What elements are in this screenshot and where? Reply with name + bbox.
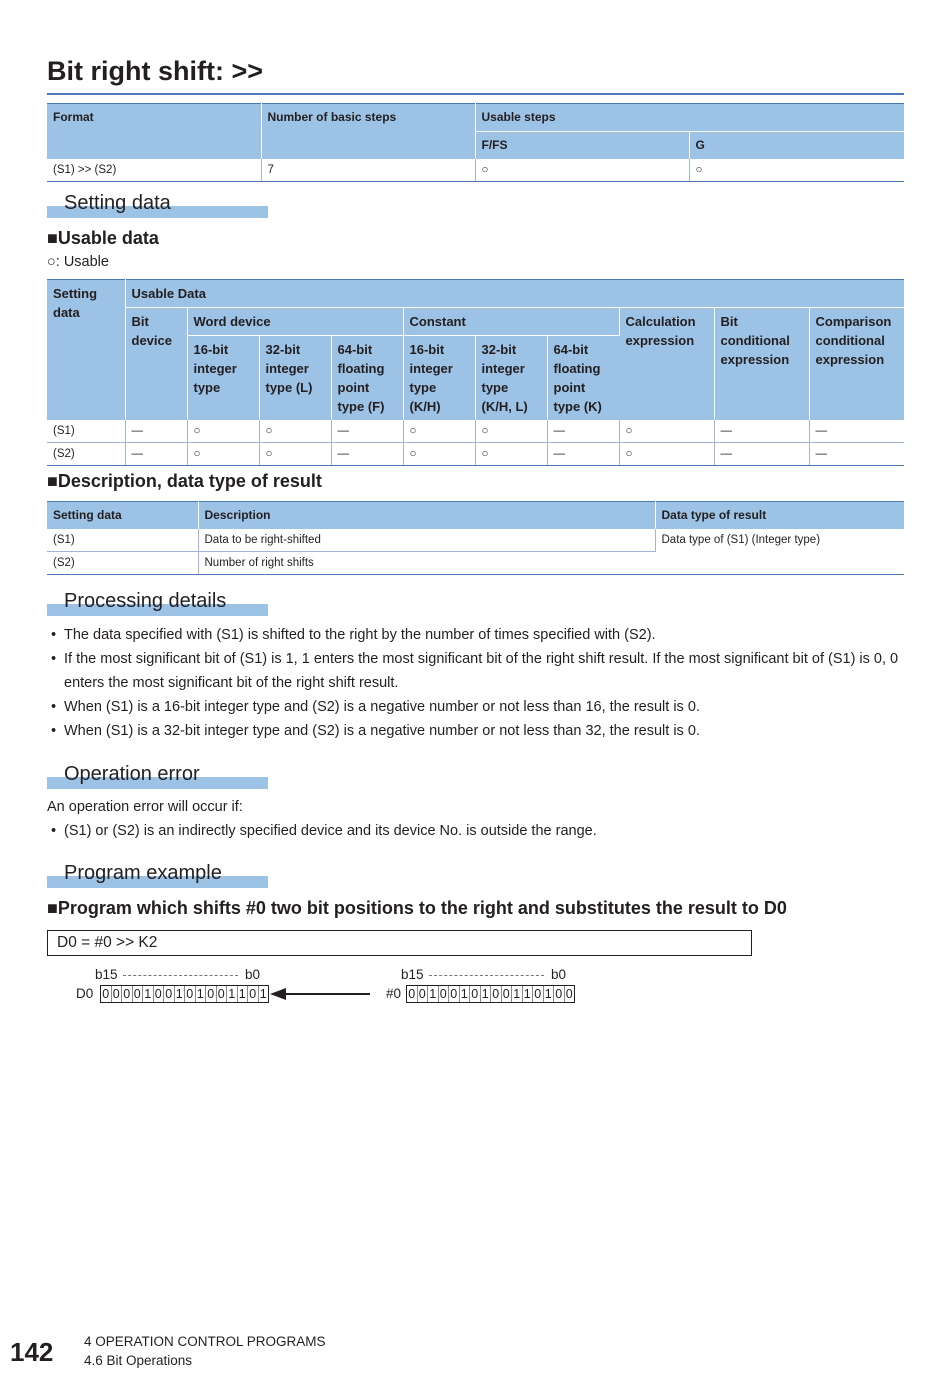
list-item: • The data specified with (S1) is shifted to the right by the number of times specified with (S2). — [47, 623, 905, 647]
table-cell: ○ — [403, 443, 475, 466]
cell-g: ○ — [689, 159, 904, 182]
header-calculation: Calculation expression — [619, 308, 714, 421]
src-register-label: #0 — [386, 986, 402, 1001]
table-row — [47, 420, 904, 443]
header-word-64bit: 64-bit floating point type (F) — [331, 336, 403, 421]
table-cell: — — [809, 420, 904, 443]
dest-bit-cell: 0 — [164, 986, 175, 1002]
src-bit-cell: 1 — [428, 986, 439, 1002]
processing-list — [47, 623, 905, 743]
section-setting-data — [47, 192, 268, 218]
src-bit-cell: 0 — [502, 986, 513, 1002]
src-b0-label: b0 — [551, 967, 567, 982]
page-title: Bit right shift: >> — [47, 56, 263, 86]
usable-legend: ○: Usable — [47, 254, 109, 270]
section-label: Program example — [64, 862, 222, 884]
dest-bit-cell: 0 — [154, 986, 165, 1002]
dest-bit-cell: 0 — [217, 986, 228, 1002]
header-word-16bit: 16-bit integer type — [187, 336, 259, 421]
dest-bit-cell: 1 — [238, 986, 249, 1002]
dest-bit-cell: 1 — [227, 986, 238, 1002]
section-program-example — [47, 862, 268, 888]
table-cell: (S1) — [47, 420, 125, 443]
operation-error-list — [47, 819, 907, 843]
dest-bit-cell: 0 — [122, 986, 133, 1002]
src-bit-cell: 0 — [407, 986, 418, 1002]
section-label: Operation error — [64, 763, 200, 785]
dest-bit-cell: 1 — [175, 986, 186, 1002]
table-cell: ○ — [403, 420, 475, 443]
list-item: • When (S1) is a 32-bit integer type and (S2) is a negative number or not less than 32, the result is 0. — [47, 719, 905, 743]
table-cell: (S2) — [47, 443, 125, 466]
src-bit-cell: 0 — [491, 986, 502, 1002]
src-bit-cell: 0 — [554, 986, 565, 1002]
table-cell: ○ — [475, 443, 547, 466]
src-bit-cell: 1 — [544, 986, 555, 1002]
dest-bit-cell: 0 — [133, 986, 144, 1002]
list-item: • When (S1) is a 16-bit integer type and (S2) is a negative number or not less than 16, the result is 0. — [47, 695, 905, 719]
src-bit-register — [406, 985, 575, 1003]
dest-bit-cell: 1 — [143, 986, 154, 1002]
header-setting: Setting data — [47, 502, 198, 530]
usable-data-table — [47, 279, 904, 466]
src-bit-cell: 0 — [449, 986, 460, 1002]
footer-chapter: 4 OPERATION CONTROL PROGRAMS — [84, 1334, 326, 1349]
format-table — [47, 103, 904, 182]
table-row — [47, 443, 904, 466]
dest-b15-label: b15 — [95, 967, 118, 982]
dest-bit-cell: 1 — [196, 986, 207, 1002]
dest-b0-label: b0 — [245, 967, 261, 982]
header-result-type: Data type of result — [655, 502, 904, 530]
page-number: 142 — [10, 1337, 54, 1367]
src-bit-cell: 0 — [439, 986, 450, 1002]
header-word-device: Word device — [187, 308, 403, 336]
cell-format: (S1) >> (S2) — [47, 159, 261, 182]
program-heading: ■Program which shifts #0 two bit positions to the right and substitutes the result to D0 — [47, 898, 787, 918]
table-cell: ○ — [619, 443, 714, 466]
src-b15-label: b15 — [401, 967, 424, 982]
src-bit-cell: 0 — [470, 986, 481, 1002]
list-item: • If the most significant bit of (S1) is 1, 1 enters the most significant bit of the right shift result. If the most significant bit of (S1) is 0, 0 enters the most significant bit of the right shift result. — [47, 647, 905, 695]
cell-steps: 7 — [261, 159, 475, 182]
header-bit-conditional: Bit conditional expression — [714, 308, 809, 421]
section-label: Setting data — [64, 192, 171, 214]
dest-bit-cell: 0 — [112, 986, 123, 1002]
header-comparison-conditional: Comparison conditional expression — [809, 308, 904, 421]
table-cell: ○ — [187, 420, 259, 443]
table-cell: — — [125, 420, 187, 443]
table-cell: ○ — [259, 420, 331, 443]
header-usable-steps: Usable steps — [475, 104, 904, 132]
shift-arrow-icon — [268, 986, 372, 1002]
program-code: D0 = #0 >> K2 — [47, 930, 752, 956]
table-cell: — — [547, 420, 619, 443]
dest-bit-cell: 0 — [101, 986, 112, 1002]
header-g: G — [689, 132, 904, 160]
header-const-32bit: 32-bit integer type (K/H, L) — [475, 336, 547, 421]
header-format: Format — [47, 104, 261, 160]
table-cell: — — [809, 443, 904, 466]
description-heading: ■Description, data type of result — [47, 471, 322, 491]
footer-section: 4.6 Bit Operations — [84, 1353, 193, 1368]
table-cell: ○ — [475, 420, 547, 443]
table-row — [47, 159, 904, 182]
src-bit-cell: 0 — [418, 986, 429, 1002]
section-operation-error — [47, 763, 268, 789]
header-bit-device: Bit device — [125, 308, 187, 421]
section-label: Processing details — [64, 590, 227, 612]
src-dash-line — [429, 975, 544, 976]
dest-bit-register — [100, 985, 269, 1003]
header-ffs: F/FS — [475, 132, 689, 160]
table-cell: — — [125, 443, 187, 466]
usable-data-heading: ■Usable data — [47, 228, 159, 248]
header-const-16bit: 16-bit integer type (K/H) — [403, 336, 475, 421]
description-table — [47, 501, 904, 575]
table-cell: Number of right shifts — [198, 552, 655, 575]
table-cell: — — [547, 443, 619, 466]
header-const-64bit: 64-bit floating point type (K) — [547, 336, 619, 421]
table-row — [47, 529, 904, 552]
header-steps: Number of basic steps — [261, 104, 475, 160]
dest-dash-line — [123, 975, 238, 976]
header-description: Description — [198, 502, 655, 530]
src-bit-cell: 1 — [512, 986, 523, 1002]
section-processing-details — [47, 590, 268, 616]
operation-error-intro: An operation error will occur if: — [47, 799, 243, 815]
table-cell: — — [331, 443, 403, 466]
src-bit-cell: 1 — [481, 986, 492, 1002]
table-cell: ○ — [187, 443, 259, 466]
src-bit-cell: 1 — [460, 986, 471, 1002]
header-usable-data: Usable Data — [125, 280, 904, 308]
list-item: • (S1) or (S2) is an indirectly specified device and its device No. is outside the range. — [47, 819, 907, 843]
dest-bit-cell: 0 — [206, 986, 217, 1002]
cell-ffs: ○ — [475, 159, 689, 182]
header-word-32bit: 32-bit integer type (L) — [259, 336, 331, 421]
table-cell: ○ — [259, 443, 331, 466]
table-cell: — — [331, 420, 403, 443]
src-bit-cell: 0 — [533, 986, 544, 1002]
dest-bit-cell: 1 — [259, 987, 267, 1001]
title-rule — [47, 93, 904, 95]
table-cell: (S2) — [47, 552, 198, 575]
header-constant: Constant — [403, 308, 619, 336]
dest-bit-cell: 0 — [185, 986, 196, 1002]
table-cell: (S1) — [47, 529, 198, 552]
dest-register-label: D0 — [76, 986, 94, 1001]
src-bit-cell: 0 — [565, 987, 573, 1001]
result-type-cell: Data type of (S1) (Integer type) — [655, 529, 904, 575]
table-cell: ○ — [619, 420, 714, 443]
src-bit-cell: 1 — [523, 986, 534, 1002]
table-cell: — — [714, 443, 809, 466]
table-cell: Data to be right-shifted — [198, 529, 655, 552]
header-setting-data: Setting data — [47, 280, 125, 421]
dest-bit-cell: 0 — [248, 986, 259, 1002]
table-cell: — — [714, 420, 809, 443]
